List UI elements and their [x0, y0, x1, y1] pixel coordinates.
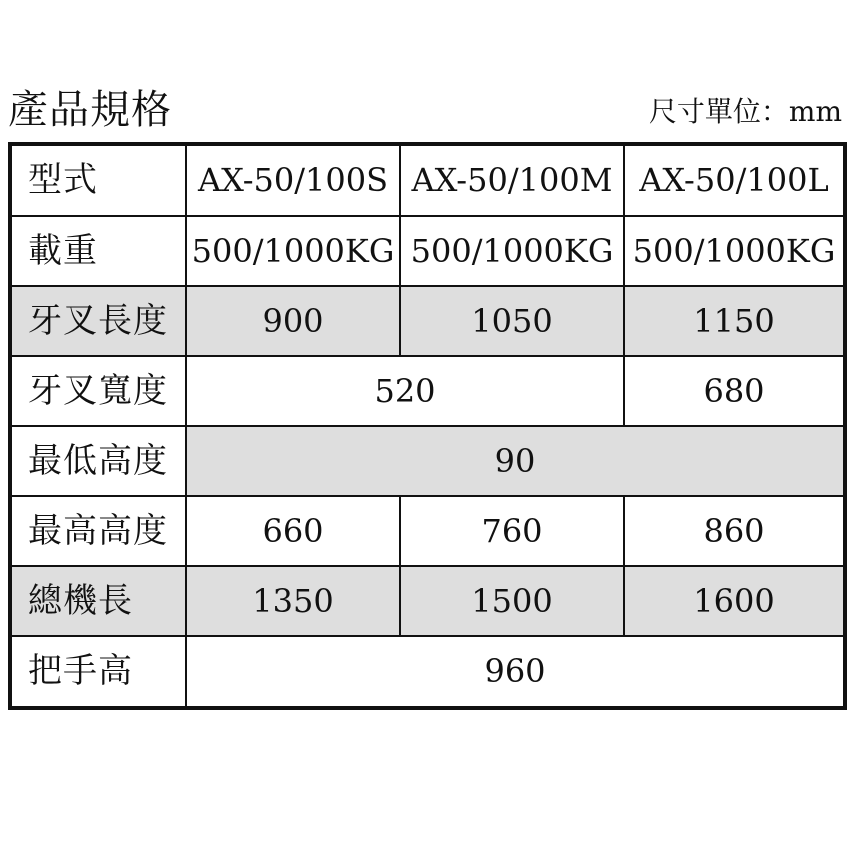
row-header-model: 型式 — [10, 144, 186, 216]
row-header-handle-height: 把手高 — [10, 636, 186, 708]
row-header-min-height: 最低高度 — [10, 426, 186, 496]
table-cell: 90 — [186, 426, 845, 496]
table-cell: 660 — [186, 496, 400, 566]
table-cell: 500/1000KG — [186, 216, 400, 286]
table-cell: 1500 — [400, 566, 624, 636]
table-row-fork-width — [10, 356, 845, 426]
column-header-l: AX-50/100L — [624, 144, 845, 216]
table-row-max-height — [10, 496, 845, 566]
table-row-handle-height — [10, 636, 845, 708]
table-row-fork-length — [10, 286, 845, 356]
table-row-load — [10, 216, 845, 286]
unit-note: 尺寸單位：mm — [648, 95, 842, 128]
table-cell: 900 — [186, 286, 400, 356]
table-row-min-height — [10, 426, 845, 496]
row-header-load: 載重 — [10, 216, 186, 286]
table-row-model — [10, 144, 845, 216]
table-cell: 500/1000KG — [624, 216, 845, 286]
row-header-fork-width: 牙叉寬度 — [10, 356, 186, 426]
table-cell: 760 — [400, 496, 624, 566]
table-cell: 500/1000KG — [400, 216, 624, 286]
row-header-max-height: 最高高度 — [10, 496, 186, 566]
page-title: 產品規格 — [8, 87, 172, 133]
spec-table — [8, 142, 847, 710]
table-cell: 960 — [186, 636, 845, 708]
table-cell: 1600 — [624, 566, 845, 636]
table-cell: 860 — [624, 496, 845, 566]
table-row-overall-length — [10, 566, 845, 636]
table-cell: 680 — [624, 356, 845, 426]
row-header-fork-length: 牙叉長度 — [10, 286, 186, 356]
table-cell: 1350 — [186, 566, 400, 636]
column-header-s: AX-50/100S — [186, 144, 400, 216]
column-header-m: AX-50/100M — [400, 144, 624, 216]
table-cell: 1150 — [624, 286, 845, 356]
table-cell: 520 — [186, 356, 624, 426]
table-cell: 1050 — [400, 286, 624, 356]
row-header-overall-length: 總機長 — [10, 566, 186, 636]
